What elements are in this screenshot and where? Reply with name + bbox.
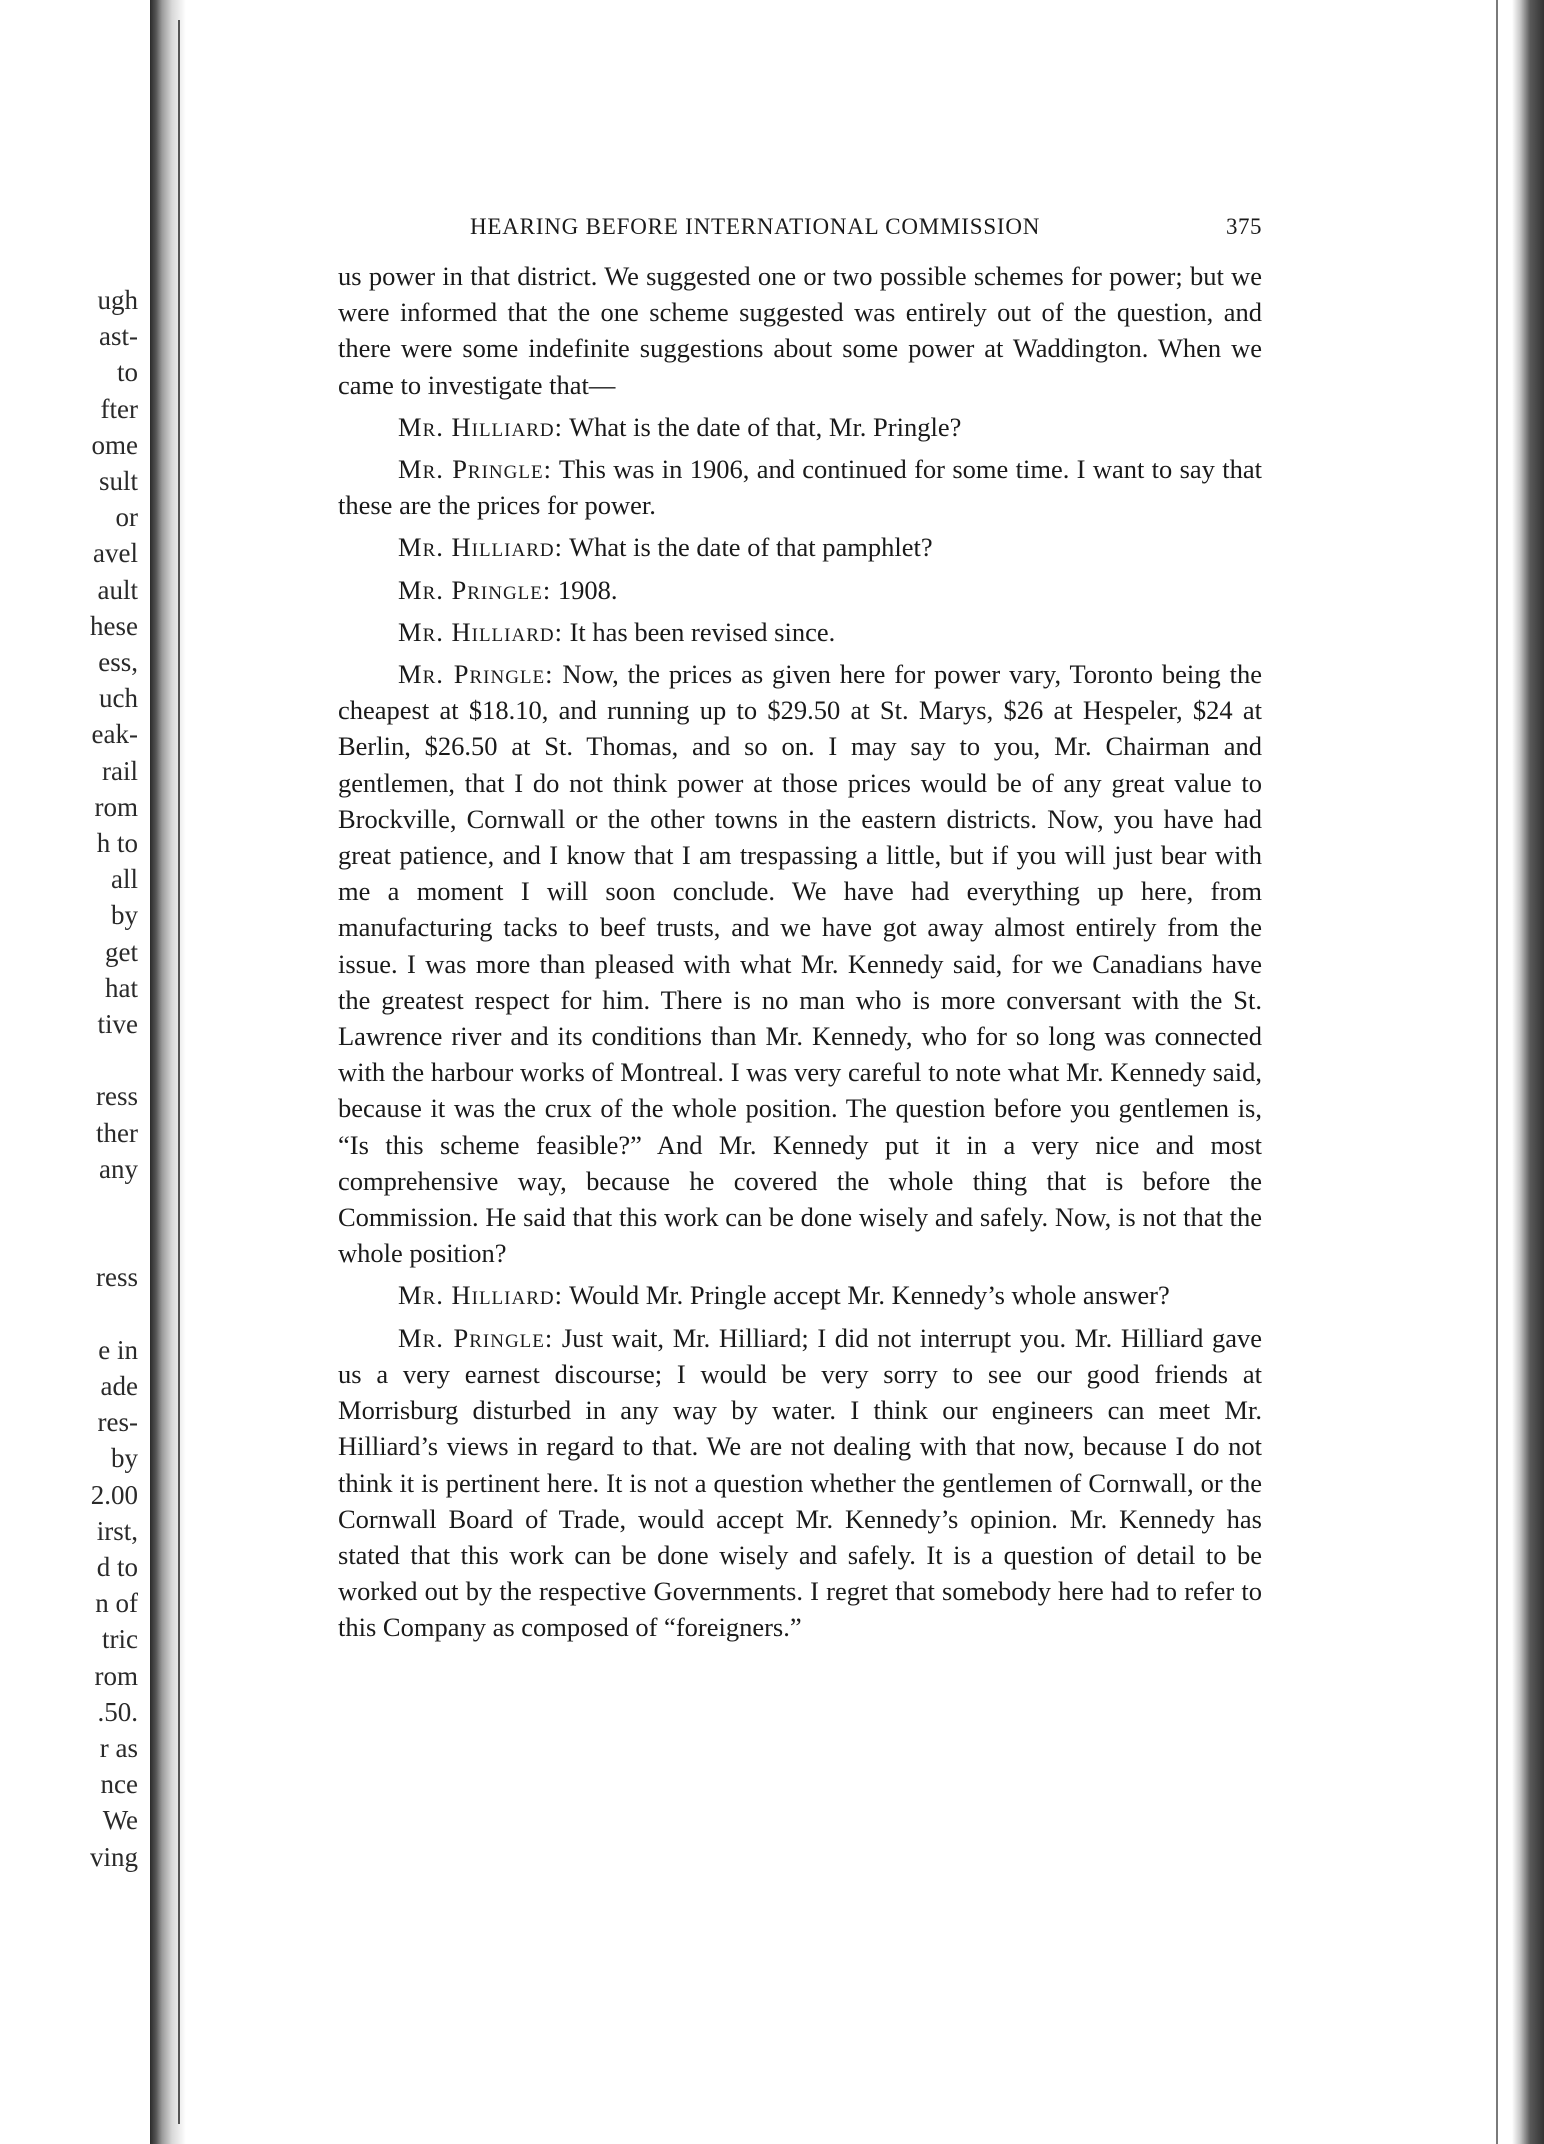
paragraph	[338, 1277, 1262, 1313]
paragraph-text: us power in that district. We suggested one or two possible schemes for power; but we were informed that the one scheme suggested was entirely out of the question, and there were some indefinite suggestions about some power at Waddington. When we came to investigate that—	[338, 261, 1262, 400]
book-gutter-line	[178, 20, 180, 2124]
facing-page-fragment: to	[116, 357, 138, 388]
facing-page-fragment: We	[102, 1805, 138, 1836]
speaker-name: Mr. Hilliard:	[398, 1280, 563, 1311]
facing-page-fragment: res-	[97, 1407, 138, 1438]
facing-page-fragment: d to	[96, 1552, 138, 1583]
facing-page-fragment: by	[111, 900, 138, 931]
paragraph	[338, 409, 1262, 445]
paragraph-text: It has been revised since.	[569, 616, 836, 647]
paragraph-text: This was in 1906, and continued for some time. I want to say that these are the prices for power.	[338, 454, 1262, 521]
speaker-name: Mr. Pringle:	[398, 574, 552, 605]
facing-page-fragment: uch	[99, 683, 138, 714]
facing-page-fragment: ade	[100, 1371, 138, 1402]
facing-page-fragment	[90, 1296, 138, 1332]
facing-page-edge	[0, 0, 150, 2144]
speaker-name: Mr. Hilliard:	[398, 532, 563, 563]
speaker-name: Mr. Pringle:	[398, 454, 552, 485]
book-gutter-shadow	[150, 0, 186, 2144]
book-page	[338, 214, 1262, 1652]
paragraph-text: Now, the prices as given here for power vary, Toronto being the cheapest at $18.10, and running up to $29.50 at St. Marys, $26 at Hespeler, $24 at Berlin, $26.50 at St. Thomas, and so on. I may say to you, Mr. Chairman and gentlemen, that I do not think power at those prices would be of any great value to Brockville, Cornwall or the other towns in the eastern districts. Now, you have had great patience, and I know that I am trespassing a little, but if you will just bear with me a moment I will soon conclude. We have had everything up here, from manufacturing tacks to beef trusts, and we have got away almost entirely from the issue. I was more than pleased with what Mr. Kennedy said, for we Canadians have the greatest respect for him. There is no man who is more conversant with the St. Lawrence river and its conditions than Mr. Kennedy, who for so long was connected with the harbour works of Montreal. I was very careful to note what Mr. Kennedy said, because it was the crux of the whole position. The question before you gentlemen is, “Is this scheme feasible?” And Mr. Kennedy put it in a very nice and most comprehensive way, because he covered the whole thing that is before the Commission. He said that this work can be done wisely and safely. Now, is not that the whole position?	[338, 659, 1262, 1269]
facing-page-fragment: ome	[91, 429, 138, 460]
facing-page-fragment: r as	[99, 1733, 138, 1764]
speaker-name: Mr. Pringle:	[398, 1322, 554, 1353]
facing-page-fragment: hat	[105, 972, 138, 1003]
facing-page-fragment	[90, 1042, 138, 1078]
page-number: 375	[1226, 214, 1262, 239]
facing-page-fragment: eak-	[91, 719, 138, 750]
paragraph	[338, 656, 1262, 1271]
facing-page-fragment: n of	[95, 1588, 138, 1619]
speaker-name: Mr. Pringle:	[398, 659, 554, 690]
facing-page-fragment: ast-	[99, 321, 138, 352]
facing-page-fragment: fter	[100, 393, 138, 424]
paragraph-text: What is the date of that pamphlet?	[569, 532, 933, 563]
facing-page-fragment: e in	[98, 1334, 138, 1365]
body-text	[338, 258, 1262, 1646]
facing-page-fragment: tric	[102, 1624, 138, 1655]
facing-page-fragment: rom	[94, 791, 138, 822]
facing-page-fragment: ault	[97, 574, 138, 605]
facing-page-text-fragments	[90, 282, 138, 1875]
paragraph-text: Just wait, Mr. Hilliard; I did not interrupt you. Mr. Hilliard gave us a very earnest discourse; I would be very sorry to see our good friends at Morrisburg disturbed in any way by water. I think our engineers can meet Mr. Hilliard’s views in regard to that. We are not dealing with that now, because I do not think it is pertinent here. It is not a question whether the gentlemen of Cornwall, or the Cornwall Board of Trade, would accept Mr. Kennedy’s opinion. Mr. Kennedy has stated that this work can be done wisely and safely. It is a question of detail to be worked out by the respective Governments. I regret that somebody here had to refer to this Company as composed of “foreigners.”	[338, 1322, 1263, 1643]
facing-page-fragment: ess,	[98, 647, 138, 678]
facing-page-fragment: get	[105, 936, 138, 967]
facing-page-fragment: any	[99, 1153, 138, 1184]
speaker-name: Mr. Hilliard:	[398, 616, 563, 647]
paragraph-text: Would Mr. Pringle accept Mr. Kennedy’s whole answer?	[569, 1280, 1170, 1311]
running-head	[338, 214, 1262, 240]
paragraph	[338, 529, 1262, 565]
paragraph	[338, 258, 1262, 403]
facing-page-fragment: rail	[102, 755, 138, 786]
facing-page-fragment: irst,	[96, 1515, 138, 1546]
paragraph	[338, 1320, 1262, 1646]
paragraph-text: 1908.	[557, 574, 618, 605]
facing-page-fragment: all	[111, 864, 138, 895]
facing-page-fragment: or	[115, 502, 138, 533]
facing-page-fragment: rom	[94, 1660, 138, 1691]
facing-page-fragment: ving	[89, 1841, 138, 1872]
facing-page-fragment: nce	[100, 1769, 138, 1800]
paragraph	[338, 572, 1262, 608]
facing-page-fragment: 2.00	[90, 1479, 138, 1510]
page-right-edge-shadow	[1512, 0, 1544, 2144]
facing-page-fragment: ress	[96, 1262, 138, 1293]
page-edge-line	[1496, 0, 1498, 2144]
facing-page-fragment: ress	[96, 1081, 138, 1112]
facing-page-fragment	[90, 1187, 138, 1223]
paragraph	[338, 614, 1262, 650]
facing-page-fragment: tive	[97, 1009, 138, 1040]
facing-page-fragment: ugh	[97, 285, 138, 315]
paragraph-text: What is the date of that, Mr. Pringle?	[569, 411, 962, 442]
speaker-name: Mr. Hilliard:	[398, 411, 563, 442]
facing-page-fragment: h to	[96, 828, 138, 859]
facing-page-fragment: by	[111, 1443, 138, 1474]
facing-page-fragment: avel	[93, 538, 138, 569]
facing-page-fragment: sult	[98, 466, 138, 497]
facing-page-fragment: hese	[90, 610, 138, 641]
running-head-title: HEARING BEFORE INTERNATIONAL COMMISSION	[470, 214, 1041, 239]
facing-page-fragment	[90, 1223, 138, 1259]
paragraph	[338, 451, 1262, 523]
facing-page-fragment: ther	[96, 1117, 138, 1148]
facing-page-fragment: .50.	[97, 1696, 138, 1727]
